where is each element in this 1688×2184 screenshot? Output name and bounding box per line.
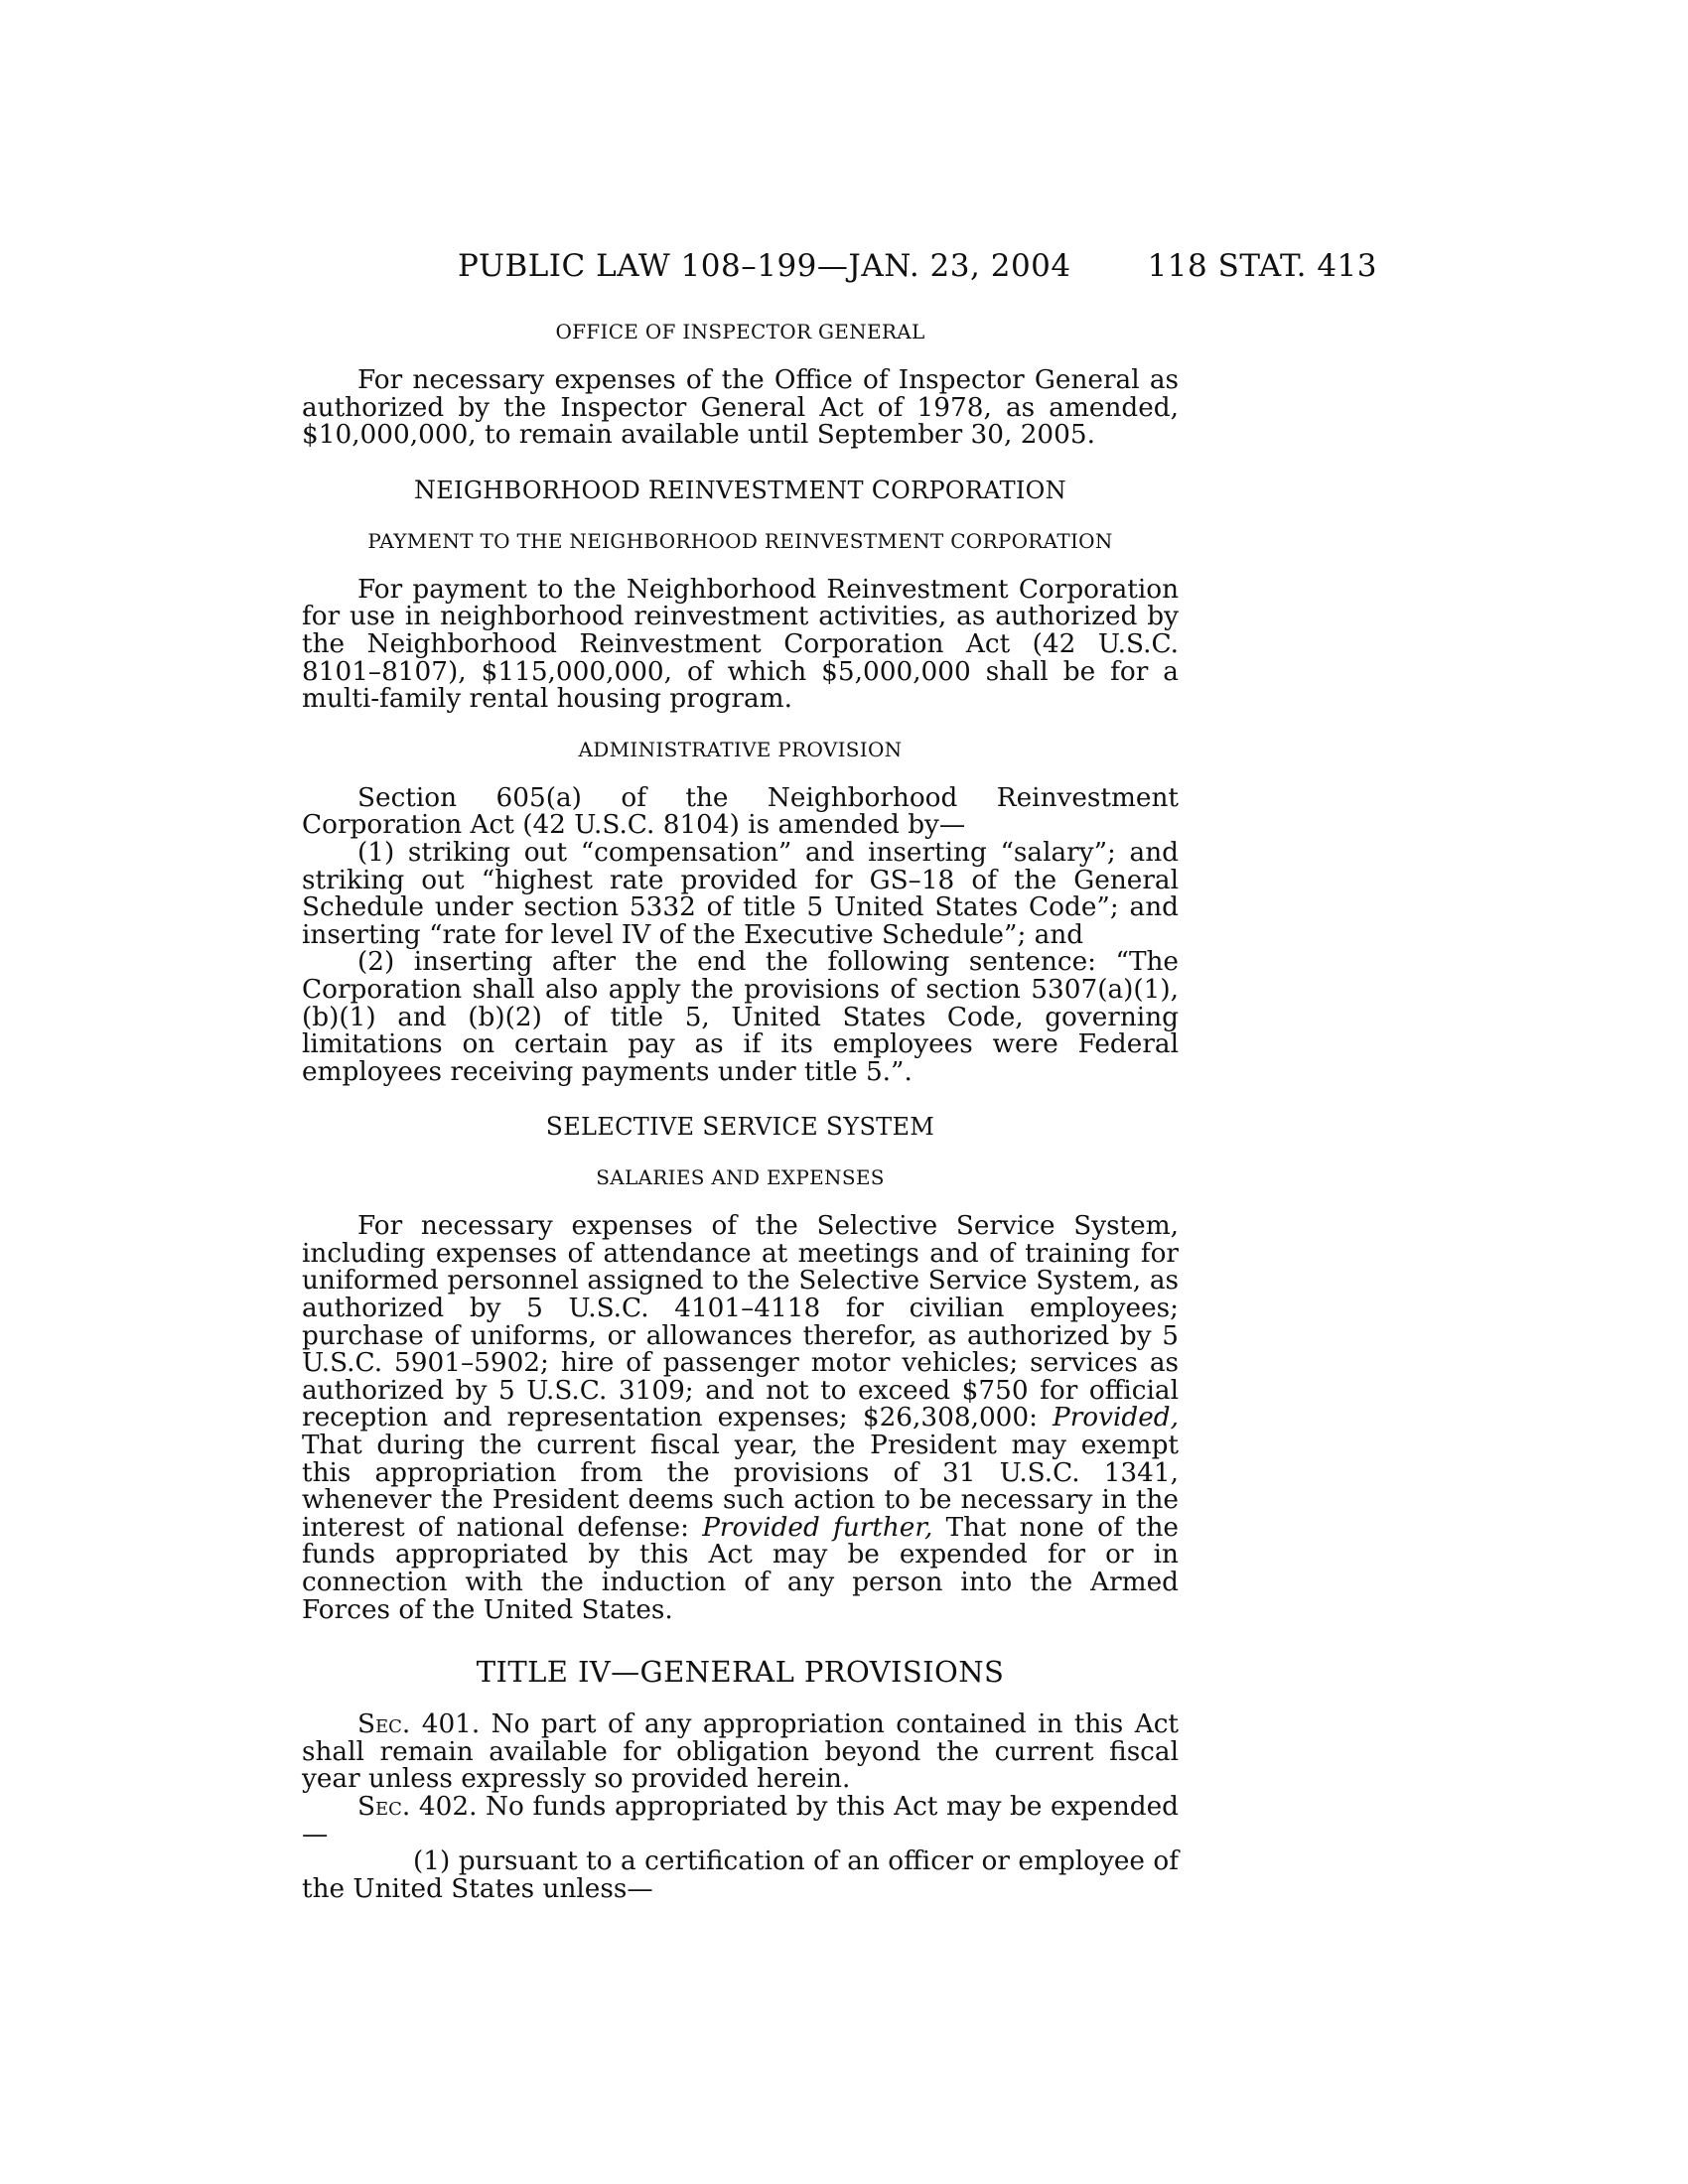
admin-item-2: (2) inserting after the end the following sentence: “The Corporation shall also apply the provisions of section 5307(a)(1), (b)(1) and (b)(2) of title 5, United States Code, governing limitations on certain pay as if its employees were Federal employees receiving payments under title 5.”. xyxy=(302,947,1179,1087)
nrc-heading-part: C xyxy=(871,475,892,504)
sec-401-text: 401. No part of any appropriation contained in this Act shall remain available for obligation beyond the current fiscal year unless expressly so provided herein. xyxy=(302,1709,1179,1795)
nrc-heading-part: EINVESTMENT xyxy=(667,476,872,504)
nrc-heading-part: R xyxy=(647,475,668,504)
sss-provided-further: Provided further, xyxy=(702,1512,933,1543)
admin-heading: ADMINISTRATIVE PROVISION xyxy=(578,737,903,761)
nrc-paragraph: For payment to the Neighborhood Reinvestment Corporation for use in neighborhood reinvestment activities, as authorized by the Neighborhood Reinvestment Corporation Act (42 U.S.C. 8101–8107), $115,000,000, of which $5,000,000 shall be for a multi-family rental housing program. xyxy=(302,574,1179,715)
sec-401-label: Sec. xyxy=(357,1709,411,1740)
sss-heading-part: ERVICE xyxy=(719,1113,826,1142)
sss-heading-part: S xyxy=(702,1112,720,1142)
title-iv-heading: TITLE IV—GENERAL PROVISIONS xyxy=(476,1655,1005,1690)
sss-heading-part: YSTEM xyxy=(843,1113,935,1142)
sss-salaries-heading: SALARIES AND EXPENSES xyxy=(596,1165,885,1190)
sec-401 xyxy=(302,1711,1179,1794)
sss-heading-part: ELECTIVE xyxy=(563,1113,703,1142)
sss-provided: Provided, xyxy=(1053,1403,1179,1433)
sss-paragraph-part: That none of the funds appropriated by this Act may be expended for or in connection with the induction of any person into the Armed Forces of the United States. xyxy=(302,1512,1179,1625)
sss-paragraph xyxy=(302,1213,1179,1624)
nrc-heading-part: N xyxy=(414,475,437,504)
sss-heading-part: S xyxy=(825,1112,844,1142)
oig-heading: OFFICE OF INSPECTOR GENERAL xyxy=(555,320,925,343)
sec-402-item-1: (1) pursuant to a certification of an officer or employee of the United States unless— xyxy=(302,1846,1179,1904)
admin-item-1: (1) striking out “compensation” and inserting “salary”; and striking out “highest rate provided for GS–18 of the General Schedule under section 5332 of title 5 United States Code”; and inserting “rate for level IV of the Executive Schedule”; and xyxy=(302,837,1179,950)
oig-paragraph: For necessary expenses of the Office of Inspector General as authorized by the Inspector General Act of 1978, as amended, $10,000,000, to remain available until September 30, 2005. xyxy=(302,365,1179,451)
page-header-stat: 118 STAT. 413 xyxy=(1147,248,1377,284)
page-header-title: PUBLIC LAW 108–199—JAN. 23, 2004 xyxy=(458,248,1071,284)
sec-402-label: Sec. xyxy=(357,1791,411,1822)
document-body xyxy=(302,318,1179,1903)
sss-heading xyxy=(302,1112,1179,1142)
nrc-heading-part: EIGHBORHOOD xyxy=(436,476,648,504)
sss-paragraph-part: For necessary expenses of the Selective Service System, including expenses of attendance at meetings and of training for uniformed personnel assigned to the Selective Service System, as authorized by 5 U.S.C. 4101–4118 for civilian employees; purchase of uniforms, or allowances therefor, as authorized by 5 U.S.C. 5901–5902; hire of passenger motor vehicles; services as authorized by 5 U.S.C. 3109; and not to exceed $750 for official reception and representation expenses; $26,308,000: xyxy=(302,1211,1179,1433)
sec-402-text: 402. No funds appropriated by this Act may be expended— xyxy=(302,1791,1179,1849)
sss-heading-part: S xyxy=(545,1112,564,1142)
nrc-heading-part: ORPORATION xyxy=(891,476,1066,504)
nrc-payment-heading: PAYMENT TO THE NEIGHBORHOOD REINVESTMENT CORPORATION xyxy=(367,528,1113,553)
nrc-heading xyxy=(302,476,1179,505)
sec-402 xyxy=(302,1791,1179,1849)
sss-paragraph-part: That during the current fiscal year, the President may exempt this appropriation from the provisions of 31 U.S.C. 1341, whenever the President deems such action to be necessary in the interest of national defense: xyxy=(302,1431,1179,1543)
admin-paragraph: Section 605(a) of the Neighborhood Reinvestment Corporation Act (42 U.S.C. 8104) is amended by— xyxy=(302,782,1179,841)
